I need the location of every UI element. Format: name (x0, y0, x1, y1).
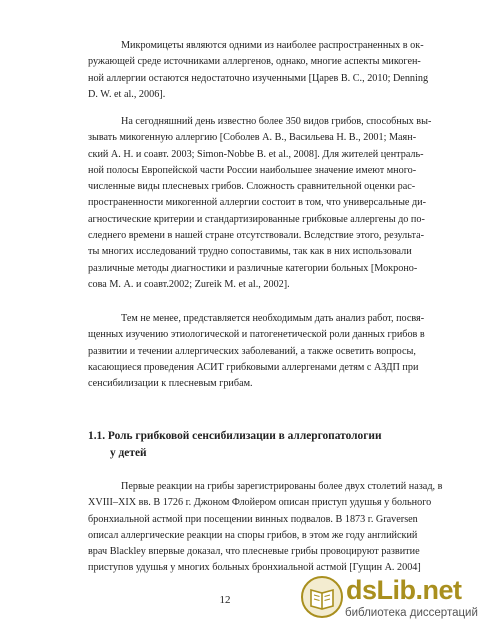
heading-line: у детей (110, 447, 147, 459)
text-line: сенсибилизации к плесневым грибам. (88, 378, 253, 390)
text-line: описал аллергические реакции на споры грибов, в этом же году английский (88, 529, 418, 541)
text-line: ной аллергии остаются недостаточно изученными [Царев В. С., 2010; Denning (88, 72, 429, 84)
text-line: На сегодняшний день известно более 350 видов грибов, способных вы- (121, 116, 432, 127)
paragraph-intro (88, 38, 429, 103)
text-line: приступов удушья у многих больных бронхиальной астмой [Гущин А. 2004] (88, 562, 421, 574)
text-line: бронхиальной астмой при посещении винных подвалов. В 1873 г. Graversen (88, 513, 418, 525)
heading-line: 1.1. Роль грибковой сенсибилизации в аллергопатологии (88, 430, 382, 442)
text-line: касающиеся проведения АСИТ грибковыми аллергенами детям с АЗДП при (88, 361, 419, 373)
section-heading (88, 428, 410, 462)
text-line: ружающей среде источниками аллергенов, однако, многие аспекты микоген- (88, 56, 421, 68)
paragraph-history (88, 479, 443, 577)
text-line: следнего времени в нашей стране отсутствовали. Вследствие этого, результа- (88, 230, 425, 242)
text-line: численные виды плесневых грибов. Сложность сравнительной оценки рас- (88, 181, 416, 193)
watermark-title: dsLib.net (346, 575, 462, 605)
paragraph-analysis (88, 311, 425, 392)
text-line: Первые реакции на грибы зарегистрированы более двух столетий назад, в (121, 481, 443, 492)
text-line: врач Blackley впервые доказал, что плесневые грибы провоцируют развитие (88, 546, 420, 558)
text-line: ты многих исследований трудно сопоставимы, так как в них использовали (88, 246, 412, 258)
text-line: ной полосы Европейской части России наибольшее значение имеют много- (88, 164, 417, 176)
text-line: пространенности микогенной аллергии состоит в том, что универсальные ди- (88, 197, 427, 209)
text-line: агностические критерии и стандартизированные грибковые аллергены до по- (88, 213, 425, 225)
text-line: различные методы диагностики и различные категории больных [Мокроно- (88, 262, 418, 274)
text-line: щенных изучению этиологической и патогенетической роли данных грибов в (88, 329, 425, 341)
text-line: зывать микогенную аллергию [Соболев А. В., Васильева Н. В., 2001; Маян- (88, 132, 417, 144)
text-line: Тем не менее, представляется необходимым дать анализ работ, посвя- (121, 313, 425, 324)
dslib-watermark[interactable] (296, 573, 478, 625)
text-line: ский А. Н. и соавт. 2003; Simon-Nobbe B. et al., 2008]. Для жителей централь- (88, 148, 424, 160)
watermark-subtitle: библиотека диссертаций (345, 607, 478, 619)
text-line: Микромицеты являются одними из наиболее распространенных в ок- (121, 40, 424, 51)
text-line: XVIII–XIX вв. В 1726 г. Джоном Флойером описан приступ удушья у больного (88, 497, 432, 509)
paragraph-species (88, 114, 432, 293)
book-logo-icon (300, 575, 344, 619)
text-line: сова М. А. и соавт.2002; Zureik M. et al., 2002]. (88, 278, 290, 290)
page-number: 12 (219, 594, 231, 606)
text-line: развитии и течении аллергических заболеваний, а также осветить вопросы, (88, 345, 416, 357)
text-line: D. W. et al., 2006]. (88, 88, 166, 100)
